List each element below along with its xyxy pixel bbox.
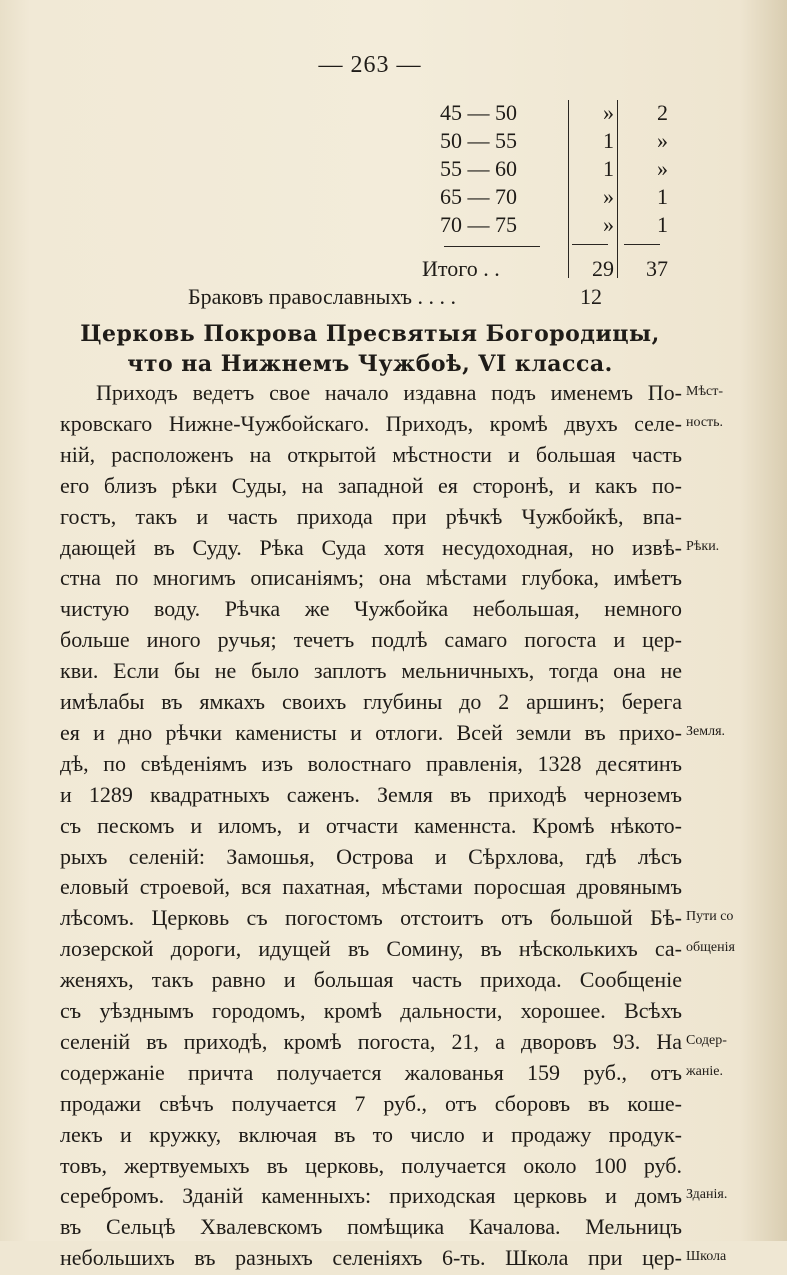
- count-col2: 1: [657, 212, 668, 237]
- margin-note: Содер-: [686, 1032, 727, 1048]
- body-line: еловый строевой, вся пахатная, мѣстами поросшая дровянымъ: [60, 874, 682, 900]
- body-line: дающей въ Суду. Рѣка Суда хотя несудоходная, но извѣ-: [60, 534, 682, 560]
- table-row: [0, 100, 740, 128]
- marriages-value: 12: [580, 284, 602, 309]
- count-col2: 1: [657, 184, 668, 209]
- body-line: серебромъ. Зданій каменныхъ: приходская церковь и домъ: [60, 1183, 682, 1209]
- marriages-line: [188, 284, 602, 310]
- body-line: стна по многимъ описаніямъ; она мѣстами глубока, имѣетъ: [60, 565, 682, 591]
- body-line: гостъ, такъ и часть прихода при рѣчкѣ Чужбойкѣ, впа-: [60, 503, 682, 529]
- body-line: съ уѣзднымъ городомъ, кромѣ дальности, хорошее. Всѣхъ: [60, 998, 682, 1023]
- margin-note: общенія: [686, 940, 735, 956]
- table-row: [0, 212, 740, 240]
- age-range: 50 — 55: [440, 128, 517, 153]
- page-number: — 263 —: [318, 52, 422, 78]
- age-range: 45 — 50: [440, 100, 517, 125]
- body-line: рыхъ селеній: Замошья, Острова и Сѣрхлова, гдѣ лѣсъ: [60, 843, 682, 869]
- count-col1: 1: [603, 128, 614, 153]
- body-line: ея и дно рѣчки каменисты и отлоги. Всей земли въ прихо-: [60, 719, 682, 745]
- count-col2: »: [657, 128, 668, 153]
- body-line: имѣлабы въ ямкахъ своихъ глубины до 2 аршинъ; берега: [60, 689, 682, 714]
- count-col1: 1: [603, 156, 614, 181]
- church-heading-line2: что на Нижнемъ Чужбоѣ, VI класса.: [127, 351, 613, 377]
- body-line: лекъ и кружку, включая въ то число и продажу продук-: [60, 1121, 682, 1147]
- age-range: 55 — 60: [440, 156, 517, 181]
- count-col1: »: [603, 184, 614, 209]
- margin-note: Рѣки.: [686, 538, 720, 554]
- column-rule: [568, 100, 569, 278]
- count-col2: 2: [657, 100, 668, 125]
- church-heading-line1: Церковь Покрова Пресвятыя Богородицы,: [80, 321, 660, 347]
- body-line: съ пескомъ и иломъ, и отчасти каменнста. Кромѣ нѣкото-: [60, 812, 682, 838]
- sum-rule: [572, 244, 608, 245]
- count-col1: »: [603, 212, 614, 237]
- table-row: [0, 128, 740, 156]
- body-line: кви. Если бы не было заплотъ мельничныхъ, тогда она не: [60, 658, 682, 684]
- body-line: его близъ рѣки Суды, на западной ея сторонѣ, и какъ по-: [60, 472, 682, 498]
- body-line: лѣсомъ. Церковь съ погостомъ отстоитъ отъ большой Бѣ-: [60, 905, 682, 931]
- table-row: [0, 156, 740, 184]
- body-line: дѣ, по свѣденіямъ изъ волостнаго правленія, 1328 десятинъ: [60, 750, 682, 776]
- body-line: небольшихъ въ разныхъ селеніяхъ 6-ть. Школа при цер-: [60, 1245, 682, 1271]
- body-line: товъ, жертвуемыхъ въ церковь, получается около 100 руб.: [60, 1152, 682, 1178]
- age-range: 70 — 75: [440, 212, 517, 237]
- body-line: ній, расположенъ на открытой мѣстности и большая часть: [60, 441, 682, 467]
- table-row: [0, 184, 740, 212]
- margin-note: Школа: [686, 1249, 727, 1265]
- column-rule: [617, 100, 618, 278]
- total-label: Итого . .: [422, 256, 500, 281]
- age-range: 65 — 70: [440, 184, 517, 209]
- sum-rule: [624, 244, 660, 245]
- margin-note: Мѣст-: [686, 384, 724, 399]
- body-line: лозерской дороги, идущей въ Сомину, въ нѣсколькихъ са-: [60, 936, 682, 962]
- body-line: и 1289 квадратныхъ саженъ. Земля въ приходѣ черноземъ: [60, 781, 682, 807]
- body-line: продажи свѣчъ получается 7 руб., отъ сборовъ въ коше-: [60, 1090, 682, 1116]
- margin-note: жаніе.: [686, 1063, 723, 1079]
- count-col2: »: [657, 156, 668, 181]
- body-line: въ Сельцѣ Хвалевскомъ помѣщика Качалова. Мельницъ: [60, 1214, 682, 1240]
- body-line: женяхъ, такъ равно и большая часть прихода. Сообщеніе: [60, 967, 682, 993]
- total-col1: 29: [592, 256, 614, 281]
- margin-note: Пути со: [686, 909, 734, 925]
- margin-note: Земля.: [686, 723, 726, 739]
- body-line: больше иного ручья; течетъ подлѣ самаго погоста и цер-: [60, 627, 682, 653]
- margin-note: Зданія.: [686, 1187, 728, 1203]
- body-line: содержаніе причта получается жалованья 159 руб., отъ: [60, 1059, 682, 1085]
- margin-note: ность.: [686, 414, 724, 430]
- marriages-label: Браковъ православныхъ . . . .: [188, 284, 456, 309]
- body-line: кровскаго Нижне-Чужбойскаго. Приходъ, кромѣ двухъ селе-: [60, 410, 682, 436]
- total-col2: 37: [646, 256, 668, 281]
- body-line: Приходъ ведетъ свое начало издавна подъ именемъ По-: [96, 380, 682, 405]
- body-line: селеній въ приходѣ, кромѣ погоста, 21, а дворовъ 93. На: [60, 1028, 682, 1054]
- sum-rule: [444, 246, 540, 247]
- count-col1: »: [603, 100, 614, 125]
- table-total-row: [0, 256, 740, 284]
- body-line: чистую воду. Рѣчка же Чужбойка небольшая, немного: [60, 596, 682, 622]
